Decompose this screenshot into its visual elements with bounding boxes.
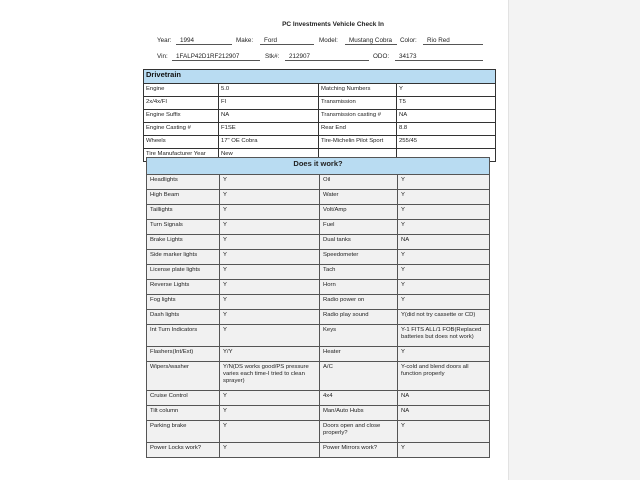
works-item-value: Y — [220, 406, 320, 421]
works-item-value: Y — [220, 280, 320, 295]
works-row — [147, 205, 490, 220]
works-item-label: Doors open and close properly? — [320, 421, 398, 443]
works-item-label: Power Locks work? — [147, 443, 220, 458]
vin-value: 1FALP42D1RF212907 — [176, 53, 240, 60]
works-row — [147, 175, 490, 190]
works-item-value: Y — [220, 190, 320, 205]
works-row — [147, 443, 490, 458]
works-item-label: Radio power on — [320, 295, 398, 310]
works-item-value: Y — [398, 280, 490, 295]
works-item-value: Y — [398, 175, 490, 190]
model-label: Model: — [319, 37, 338, 44]
works-item-value: Y — [398, 421, 490, 443]
works-item-label: A/C — [320, 362, 398, 391]
works-item-label: Fog lights — [147, 295, 220, 310]
works-item-label: Side marker lights — [147, 250, 220, 265]
works-item-label: Heater — [320, 347, 398, 362]
works-item-label: Dash lights — [147, 310, 220, 325]
works-row — [147, 190, 490, 205]
works-item-label: Water — [320, 190, 398, 205]
works-item-value: Y — [398, 220, 490, 235]
odo-underline — [395, 60, 483, 61]
drivetrain-item-label: Transmission — [319, 97, 397, 110]
works-item-value: Y — [398, 295, 490, 310]
works-item-label: Fuel — [320, 220, 398, 235]
drivetrain-item-label: Engine Suffix — [144, 110, 219, 123]
drivetrain-item-label: Wheels — [144, 136, 219, 149]
works-item-label: Cruise Control — [147, 391, 220, 406]
stk-value: 212907 — [289, 53, 311, 60]
page-margin — [508, 0, 640, 480]
works-item-value: Y — [398, 265, 490, 280]
works-item-value: Y(did not try cassette or CD) — [398, 310, 490, 325]
drivetrain-item-label: Tire-Michelin Pilot Sport — [319, 136, 397, 149]
works-item-value: NA — [398, 406, 490, 421]
drivetrain-item-value: 17" OE Cobra — [219, 136, 319, 149]
color-value: Rio Red — [427, 37, 450, 44]
drivetrain-item-value: F1SE — [219, 123, 319, 136]
drivetrain-item-value: NA — [219, 110, 319, 123]
drivetrain-table — [143, 69, 496, 162]
drivetrain-row — [144, 110, 496, 123]
works-row — [147, 235, 490, 250]
works-item-value: Y — [220, 220, 320, 235]
odo-value: 34173 — [399, 53, 417, 60]
works-item-label: Reverse Lights — [147, 280, 220, 295]
works-item-value: Y — [220, 295, 320, 310]
works-item-value: Y — [220, 265, 320, 280]
works-item-label: Keys — [320, 325, 398, 347]
year-value: 1994 — [180, 37, 195, 44]
drivetrain-item-value: 255/45 — [397, 136, 496, 149]
works-row — [147, 220, 490, 235]
works-item-label: Int Turn Indicators — [147, 325, 220, 347]
drivetrain-item-label: Engine Casting # — [144, 123, 219, 136]
works-item-label: Dual tanks — [320, 235, 398, 250]
model-underline — [345, 44, 397, 45]
works-item-label: Headlights — [147, 175, 220, 190]
vin-underline — [172, 60, 260, 61]
works-item-label: Taillights — [147, 205, 220, 220]
drivetrain-item-label: Transmission casting # — [319, 110, 397, 123]
works-row — [147, 347, 490, 362]
works-item-label: Speedometer — [320, 250, 398, 265]
works-item-value: Y-cold and blend doors all function properly — [398, 362, 490, 391]
year-label: Year: — [157, 37, 172, 44]
works-item-value: NA — [398, 391, 490, 406]
make-value: Ford — [264, 37, 277, 44]
works-item-label: Parking brake — [147, 421, 220, 443]
works-row — [147, 250, 490, 265]
drivetrain-item-value: 8.8 — [397, 123, 496, 136]
drivetrain-item-value: T5 — [397, 97, 496, 110]
works-item-value: Y — [220, 443, 320, 458]
works-row — [147, 406, 490, 421]
works-item-value: Y — [398, 443, 490, 458]
works-table — [146, 157, 490, 458]
drivetrain-item-label: Engine — [144, 84, 219, 97]
works-row — [147, 280, 490, 295]
make-label: Make: — [236, 37, 254, 44]
works-item-value: Y — [398, 347, 490, 362]
drivetrain-item-value: 5.0 — [219, 84, 319, 97]
drivetrain-item-label: Rear End — [319, 123, 397, 136]
works-row — [147, 325, 490, 347]
works-item-label: 4x4 — [320, 391, 398, 406]
drivetrain-item-label: 2x/4x/FI — [144, 97, 219, 110]
works-item-label: Power Mirrors work? — [320, 443, 398, 458]
drivetrain-item-value: Y — [397, 84, 496, 97]
works-item-label: Radio play sound — [320, 310, 398, 325]
works-item-label: Horn — [320, 280, 398, 295]
works-item-label: Brake Lights — [147, 235, 220, 250]
works-item-value: Y/N(DS works good/PS pressure varies each time-I tried to clean sprayer) — [220, 362, 320, 391]
works-item-label: Oil — [320, 175, 398, 190]
works-row — [147, 265, 490, 280]
model-value: Mustang Cobra — [349, 37, 393, 44]
drivetrain-row — [144, 123, 496, 136]
works-row — [147, 421, 490, 443]
works-item-label: High Beam — [147, 190, 220, 205]
works-item-value: Y/Y — [220, 347, 320, 362]
works-item-value: Y-1 FITS ALL/1 FOB(Replaced batteries but does not work) — [398, 325, 490, 347]
drivetrain-item-label: Tire Manufacturer Year — [144, 149, 219, 162]
drivetrain-item-value: FI — [219, 97, 319, 110]
works-item-label: License plate lights — [147, 265, 220, 280]
works-item-value: Y — [220, 310, 320, 325]
works-heading: Does it work? — [147, 158, 490, 175]
drivetrain-row — [144, 136, 496, 149]
works-item-label: Tilt column — [147, 406, 220, 421]
drivetrain-item-label: Matching Numbers — [319, 84, 397, 97]
works-item-label: Flashers(Int/Ext) — [147, 347, 220, 362]
works-item-label: Man/Auto Hubs — [320, 406, 398, 421]
works-item-value: Y — [220, 391, 320, 406]
odo-label: ODO: — [373, 53, 390, 60]
stk-label: Stk#: — [265, 53, 280, 60]
document-title: PC Investments Vehicle Check In — [282, 21, 384, 28]
drivetrain-row — [144, 84, 496, 97]
works-item-value: Y — [220, 205, 320, 220]
works-item-value: NA — [398, 235, 490, 250]
vin-label: Vin: — [157, 53, 168, 60]
works-row — [147, 391, 490, 406]
works-item-label: Tach — [320, 265, 398, 280]
works-item-value: Y — [220, 175, 320, 190]
works-item-value: Y — [398, 205, 490, 220]
works-row — [147, 295, 490, 310]
color-underline — [423, 44, 483, 45]
works-item-label: Volt/Amp — [320, 205, 398, 220]
drivetrain-heading: Drivetrain — [144, 70, 496, 84]
drivetrain-row — [144, 97, 496, 110]
works-row — [147, 362, 490, 391]
works-item-value: Y — [398, 250, 490, 265]
works-item-label: Turn Signals — [147, 220, 220, 235]
make-underline — [260, 44, 314, 45]
works-item-value: Y — [220, 235, 320, 250]
works-item-value: Y — [398, 190, 490, 205]
stk-underline — [285, 60, 369, 61]
drivetrain-item-value: New — [219, 149, 319, 162]
year-underline — [176, 44, 232, 45]
works-item-value: Y — [220, 421, 320, 443]
works-row — [147, 310, 490, 325]
works-item-value: Y — [220, 250, 320, 265]
drivetrain-item-value: NA — [397, 110, 496, 123]
works-item-value: Y — [220, 325, 320, 347]
works-item-label: Wipers/washer — [147, 362, 220, 391]
color-label: Color: — [400, 37, 417, 44]
